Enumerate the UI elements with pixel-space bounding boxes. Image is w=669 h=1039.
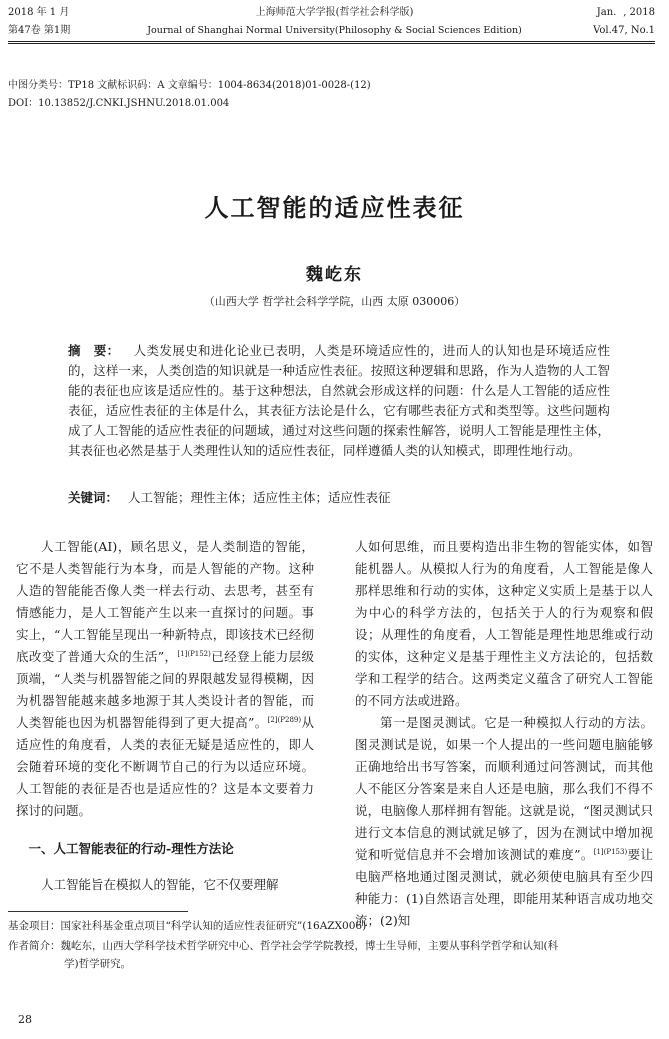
classification-line: 中图分类号：TP18 文献标识码：A 文章编号：1004-8634(2018)01-0028-(12) (8, 80, 371, 91)
author-name: 魏屹东 (306, 265, 363, 285)
header-rule-bottom (8, 43, 655, 44)
header-volume-en: Vol.47, No.1 (593, 25, 655, 36)
body-column-left (16, 536, 314, 896)
keywords-label: 关键词： (68, 490, 119, 505)
body-text: 要让电脑严格地通过图灵测试，就必须使电脑具有至少四种能力：(1)自然语言处理，即能用某种语言成功地交流；(2)知 (355, 847, 653, 928)
article-title: 人工智能的适应性表征 (204, 193, 465, 222)
keywords-text: 人工智能；理性主体；适应性主体；适应性表征 (128, 490, 391, 505)
body-text: 人工智能(AI)，顾名思义，是人类制造的智能，它不是人类智能行为本身，而是人智能的产物。这种人造的智能能否像人类一样去行动、去思考，甚至有情感能力，是人工智能产生以来一直探讨的问题。事实上，“人工智能呈现出一种新特点，即该技术已经彻底改变了普通大众的生活”， (16, 539, 314, 664)
body-text: 从适应性的角度看，人类的表征无疑是适应性的，即人会随着环境的变化不断调节自己的行为以适应环境。人工智能的表征是否也是适应性的？这是本文要着力探讨的问题。 (16, 715, 314, 818)
abstract (68, 341, 610, 461)
citation: [1](P153) (593, 847, 628, 856)
body-paragraph: 人如何思维，而且要构造出非生物的智能实体，如智能机器人。从模拟人行为的角度看，人工智能是像人那样思维和行动的实体，这种定义实质上是基于以人为中心的科学方法的，包括关于人的行为观察和假设；从理性的角度看，人工智能是理性地思维或行动的实体，这种定义是基于理性主义方法论的，包括数学和工程学的结合。这两类定义蕴含了研究人工智能的不同方法或进路。 (355, 539, 653, 708)
body-paragraph: 人工智能旨在模拟人的智能，它不仅要理解 (41, 877, 279, 892)
journal-title-cn: 上海师范大学学报(哲学社会科学版) (255, 7, 414, 18)
footnote-rule (8, 911, 188, 912)
footnote-fund: 基金项目：国家社科基金重点项目“科学认知的适应性表征研究”(16AZX006) (8, 920, 367, 932)
header-date: 2018 年 1 月 (8, 7, 70, 18)
header-volume: 第47卷 第1期 (8, 25, 71, 36)
header-rule-top (8, 41, 655, 42)
author-affiliation: （山西大学 哲学社会科学学院，山西 太原 030006） (203, 295, 466, 308)
body-text: 已经登上能力层级顶端，“人类与机器智能之间的界限越发显得模糊，因为机器智能越来越多地源于其人类设计者的智能，而人类智能也因为机器智能得到了更大提高”。 (16, 649, 314, 730)
page-number: 28 (18, 1013, 32, 1026)
citation: [2](P289) (267, 715, 302, 724)
keywords (68, 488, 610, 508)
abstract-label: 摘 要： (68, 343, 120, 358)
body-column-right (355, 536, 653, 932)
doi-line: DOI：10.13852/J.CNKI.JSHNU.2018.01.004 (8, 98, 230, 109)
header-date-en: Jan．, 2018 (596, 7, 655, 18)
journal-title-en: Journal of Shanghai Normal University(Philosophy & Social Sciences Edition) (147, 25, 522, 36)
body-paragraph (355, 712, 653, 932)
footnote-author-bio: 作者简介：魏屹东，山西大学科学技术哲学研究中心、哲学社会学学院教授，博士生导师，主要从事科学哲学和认知(科 (8, 940, 559, 952)
footnote-author-bio-cont: 学)哲学研究。 (64, 958, 132, 970)
body-text: 第一是图灵测试。它是一种模拟人行动的方法。图灵测试是说，如果一个人提出的一些问题电脑能够正确地给出书写答案，而顺利通过问答测试，而其他人不能区分答案是来自人还是电脑，那么我们不得不说，电脑像人那样拥有智能。这就是说，“图灵测试只进行文本信息的测试就足够了，因为在测试中增加视觉和听觉信息并不会增加该测试的难度”。 (355, 715, 653, 862)
body-paragraph (16, 536, 314, 822)
abstract-text: 人类发展史和进化论业已表明，人类是环境适应性的，进而人的认知也是环境适应性的，这样一来，人类创造的知识就是一种适应性表征。按照这种逻辑和思路，作为人造物的人工智能的表征也应该是适应性的。基于这种想法，自然就会形成这样的问题：什么是人工智能的适应性表征，适应性表征的主体是什么，其表征方法论是什么，它有哪些表征方式和类型等。这些问题构成了人工智能的适应性表征的问题域，通过对这些问题的探索性解答，说明人工智能是理性主体，其表征也必然是基于人类理性认知的适应性表征，同样遵循人类的认知模式，即理性地行动。 (68, 343, 610, 458)
citation: [1](P152) (177, 649, 211, 658)
section-heading: 一、人工智能表征的行动-理性方法论 (28, 841, 234, 856)
